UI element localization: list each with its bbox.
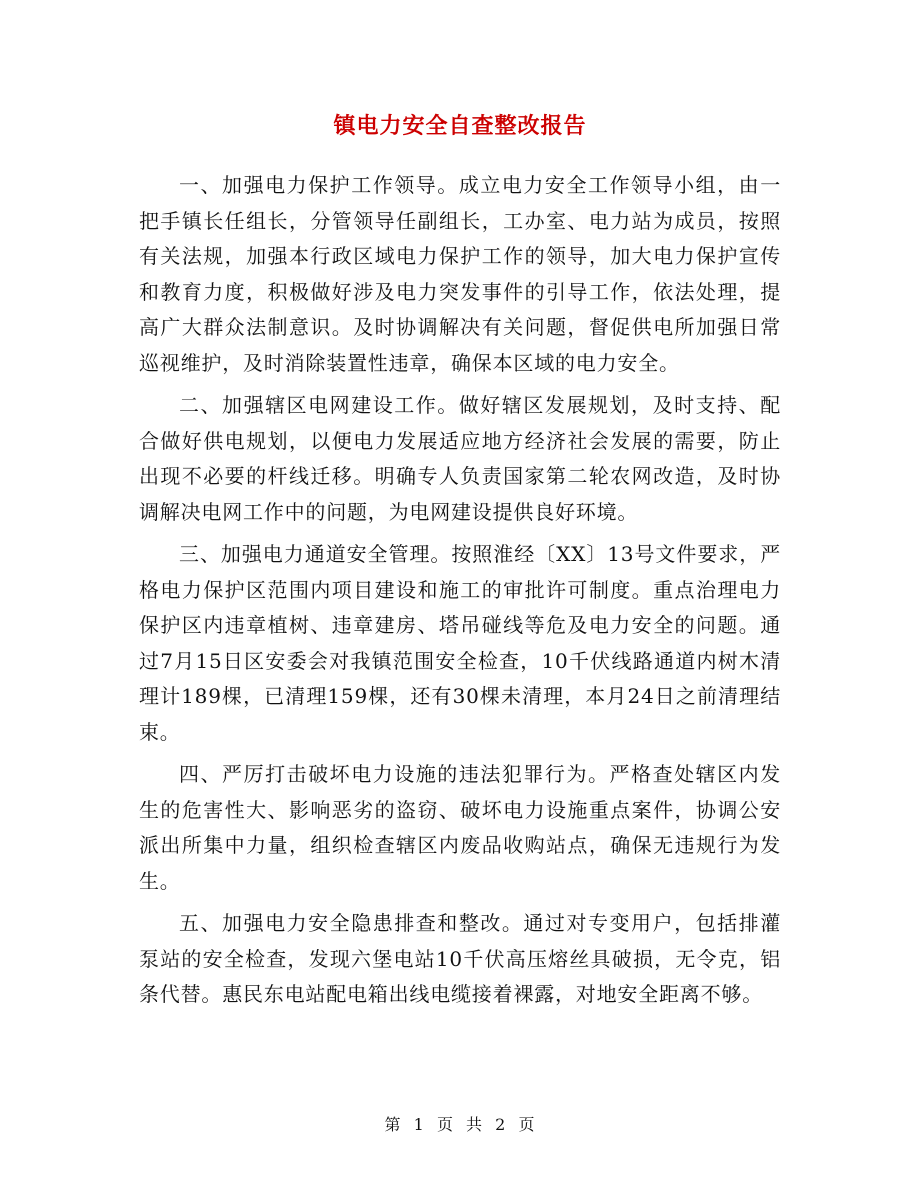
page-label-suffix: 页 [518,1115,536,1134]
page-label-prefix: 第 [384,1115,402,1134]
total-pages-number: 2 [495,1115,507,1134]
paragraph-1: 一、加强电力保护工作领导。成立电力安全工作领导小组，由一把手镇长任组长，分管领导任副组长，工办室、电力站为成员，按照有关法规，加强本行政区域电力保护工作的领导，加大电力保护宣传和教育力度，积极做好涉及电力突发事件的引导工作，依法处理，提高广大群众法制意识。及时协调解决有关问题，督促供电所加强日常巡视维护，及时消除装置性违章，确保本区域的电力安全。 [139,173,781,375]
paragraph-4: 四、严厉打击破坏电力设施的违法犯罪行为。严格查处辖区内发生的危害性大、影响恶劣的盗窃、破坏电力设施重点案件，协调公安派出所集中力量，组织检查辖区内废品收购站点，确保无违规行为发生。 [139,762,781,893]
paragraph-2: 二、加强辖区电网建设工作。做好辖区发展规划，及时支持、配合做好供电规划，以便电力发展适应地方经济社会发展的需要，防止出现不必要的杆线迁移。明确专人负责国家第二轮农网改造，及时协调解决电网工作中的问题，为电网建设提供良好环境。 [139,393,781,524]
document-body [139,168,781,1020]
page-footer [0,1114,920,1136]
current-page-number: 1 [413,1115,425,1134]
document-title: 镇电力安全自查整改报告 [333,113,587,139]
paragraph-5: 五、加强电力安全隐患排查和整改。通过对专变用户，包括排灌泵站的安全检查，发现六堡电站10千伏高压熔丝具破损，无令克，铝条代替。惠民东电站配电箱出线电缆接着裸露，对地安全距离不够。 [139,911,781,1006]
total-label: 共 [466,1115,484,1134]
paragraph-3: 三、加强电力通道安全管理。按照淮经〔XX〕13号文件要求，严格电力保护区范围内项目建设和施工的审批许可制度。重点治理电力保护区内违章植树、违章建房、塔吊碰线等危及电力安全的问题。通过7月15日区安委会对我镇范围安全检查，10千伏线路通道内树木清理计189棵，已清理159棵，还有30棵未清理，本月24日之前清理结束。 [139,542,781,744]
page-label-mid: 页 [436,1115,454,1134]
